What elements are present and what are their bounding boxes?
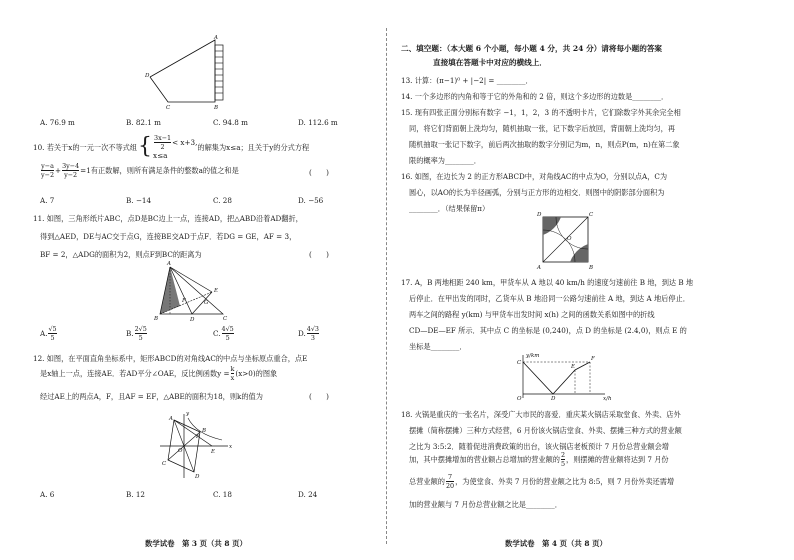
q10-tail: =1有正数解，则所有满足条件的整数a的值之和是	[80, 166, 239, 176]
q18-frac1-num: 2	[560, 451, 566, 459]
left-footer: 数学试卷 第 3 页（共 8 页）	[145, 538, 247, 548]
q12-option-a[interactable]: A. 6	[40, 490, 55, 499]
q9-option-c[interactable]: C. 94.8 m	[213, 118, 248, 127]
q9-option-b[interactable]: B. 82.1 m	[126, 118, 161, 127]
section-title-cont: 直接填在答题卡中对应的横线上．	[433, 58, 547, 67]
q9-label-c: C	[166, 105, 171, 111]
q12-k-frac	[231, 366, 235, 382]
q18-line6: 加的营业额与 7 月份总营业额之比是________．	[409, 500, 562, 509]
q11-option-a[interactable]	[40, 326, 58, 342]
q12-line3: 经过AE上的两点A，F，且AF = EF，△ABE的面积为18，则k的值为	[40, 392, 263, 401]
q10-plus: +	[55, 166, 62, 176]
q16-label-a: A	[537, 265, 541, 271]
q12-k-num: k	[230, 365, 235, 373]
q12-option-b[interactable]: B. 12	[126, 490, 145, 499]
q18-frac2-num: 7	[446, 474, 454, 482]
q11-paren: ( )	[309, 250, 329, 259]
q12-label-o: O	[178, 448, 183, 454]
q10-option-a[interactable]: A. 7	[40, 196, 55, 205]
q16-line2: 圆心，以AO的长为半径画弧，分别与正方形的边相交．则图中的阴影部分面积为	[409, 188, 665, 197]
q12-k-den: x	[230, 374, 235, 383]
q10-sys-fraction	[154, 135, 171, 151]
q10-option-b[interactable]: B. −14	[126, 196, 152, 205]
q11-option-b-num: 2√5	[134, 325, 147, 333]
q16-label-d: D	[537, 212, 542, 218]
q12-label-b: B	[202, 428, 207, 434]
q16-label-o: O	[567, 236, 572, 242]
section-title: 二、填空题：（本大题 6 个小题，每小题 4 分，共 24 分）请将每小题的答案	[401, 44, 663, 53]
q12-option-c[interactable]: C. 18	[213, 490, 232, 499]
q10-paren: ( )	[309, 168, 329, 177]
q10-line2	[40, 163, 239, 179]
q11-label-c: C	[223, 316, 228, 322]
q11-option-d[interactable]	[298, 326, 320, 342]
left-page	[0, 0, 380, 560]
q10-line1	[33, 135, 309, 160]
q10-lead: 10. 若关于x的一元一次不等式组	[33, 142, 138, 152]
q18-line5a: 总营业额的	[409, 477, 445, 487]
q15-line1: 15. 现有四张正面分别标有数字 −1，1，2，3 的不透明卡片，它们除数字外其余完全相	[401, 108, 681, 117]
q17-line4: CD—DE—EF 所示．其中点 C 的坐标是 (0,240)，点 D 的坐标是 (2.4,0)，则点 E 的	[409, 326, 687, 335]
q12-option-d[interactable]: D. 24	[298, 490, 318, 499]
q12-label-y: y	[186, 411, 190, 417]
q12-line2a: 是x轴上一点，连接AE．若AD平分∠OAE，反比例函数y =	[40, 369, 230, 379]
q11-label-d: D	[190, 317, 195, 323]
q18-frac2	[446, 474, 454, 490]
q18-line5	[409, 474, 674, 490]
q10-sys-den: 2	[160, 143, 165, 152]
q16-label-b: B	[589, 265, 594, 271]
q11-option-b-prefix: B.	[126, 329, 134, 339]
q11-option-a-den: 5	[50, 334, 55, 343]
q12-label-x: x	[229, 444, 233, 450]
q15-line4: 限的概率为________．	[409, 156, 481, 165]
q11-label-b: B	[154, 316, 159, 322]
q18-line4a: 加，其中摆摊增加的营业额占总增加的营业额的	[409, 455, 560, 465]
q9-option-d[interactable]: D. 112.6 m	[298, 118, 338, 127]
q11-option-d-den: 3	[310, 334, 315, 343]
q11-line1: 11. 如图，三角形纸片ABC，点D是BC边上一点，连接AD，把△ABD沿着AD翻折，	[33, 214, 303, 223]
q17-label-y: y/km	[526, 353, 540, 359]
q10-sys-num: 3x−1	[154, 134, 172, 142]
q11-label-f: F	[182, 298, 186, 304]
q10-option-c[interactable]: C. 28	[213, 196, 232, 205]
q17-figure	[515, 352, 615, 400]
q10-frac2	[62, 163, 79, 179]
q12-label-f: F	[196, 434, 200, 440]
q10-brace: {	[138, 134, 153, 160]
q10-system	[153, 135, 197, 160]
q12-paren: ( )	[309, 392, 329, 401]
q10-frac2-num: 3y−4	[62, 162, 80, 170]
q10-mid: 的解集为x≤a；且关于y的分式方程	[197, 142, 310, 152]
q9-figure	[130, 35, 240, 110]
q11-option-c-num: 4√5	[221, 325, 234, 333]
q12-label-e: E	[211, 449, 216, 455]
q16-line3: ________．（结果保留π）	[409, 204, 490, 213]
q11-option-a-prefix: A.	[40, 329, 48, 339]
q11-option-a-num: √5	[48, 325, 57, 333]
q11-option-c[interactable]	[213, 326, 235, 342]
q17-line1: 17. A，B 两地相距 240 km，甲货车从 A 地以 40 km/h 的速度匀速前往 B 地，到达 B 地	[401, 278, 694, 287]
q15-line2: 同，将它们背面朝上洗均匀，随机抽取一张，记下数字后放回，背面朝上洗均匀，再	[409, 124, 675, 133]
q17-line5: 坐标是________．	[409, 342, 467, 351]
q10-sys-tail: < x+3,	[172, 138, 198, 148]
q11-line3: BF = 2，△ADG的面积为2，则点F到BC的距离为	[40, 250, 202, 259]
q18-frac2-den: 20	[445, 482, 455, 491]
q9-label-d: D	[145, 73, 150, 79]
q11-option-b-den: 5	[138, 334, 143, 343]
q16-line1: 16. 如图，在边长为 2 的正方形ABCD中，对角线AC的中点为O，分别以点A，C为	[401, 172, 668, 181]
q18-frac1-den: 5	[560, 460, 566, 469]
q11-option-d-num: 4√3	[306, 325, 320, 333]
q11-label-e: E	[214, 288, 219, 294]
q11-figure	[150, 262, 230, 322]
q11-option-d-prefix: D.	[298, 329, 306, 339]
q17-label-c: C	[517, 360, 522, 366]
q16-figure	[535, 212, 605, 272]
q10-frac1-den: y−2	[41, 171, 55, 180]
q12-line2b: (x>0)的图象	[235, 369, 278, 379]
q17-label-f: F	[591, 356, 595, 362]
q12-label-c: C	[162, 461, 167, 467]
right-page	[393, 0, 794, 560]
q16-label-c: C	[589, 212, 594, 218]
q17-label-d: D	[551, 396, 556, 402]
q11-line2: 得到△AED，DE与AC交于点G，连接BE交AD于点F．若DG = GE，AF = 3，	[40, 232, 297, 241]
q12-figure	[152, 410, 232, 480]
q12-line1: 12. 如图，在平面直角坐标系中，矩形ABCD的对角线AC的中点与坐标原点重合，点E	[33, 354, 308, 363]
q15-line3: 随机抽取一张记下数字，前后两次抽取的数字分别记为m，n，则点P(m，n)在第二象	[409, 140, 680, 149]
q13: 13. 计算：(π−1)⁰ + |−2| = ________．	[401, 76, 533, 85]
q11-label-a: A	[167, 261, 171, 267]
q17-label-e: E	[571, 364, 576, 370]
right-footer: 数学试卷 第 4 页（共 8 页）	[505, 538, 607, 548]
q18-line1: 18. 火锅是重庆的一张名片，深受广大市民的喜爱．重庆某火锅店采取堂食、外卖、店外	[401, 410, 681, 419]
q17-label-x: x/h	[603, 396, 612, 402]
q10-frac2-den: y−2	[64, 171, 78, 180]
q11-label-g: G	[204, 300, 209, 306]
q9-label-b: B	[214, 105, 219, 111]
q17-line3: 两车之间的路程 y(km) 与甲货车出发时间 x(h) 之间的函数关系如图中的折线	[409, 310, 655, 319]
q12-label-a: A	[169, 416, 173, 422]
q18-line4b: ，则摆摊的营业额将达到 7 月份	[566, 455, 669, 465]
q18-line4	[409, 452, 669, 468]
q18-frac1	[561, 452, 565, 468]
q12-label-d: D	[195, 474, 200, 480]
q9-option-a[interactable]: A. 76.9 m	[40, 118, 75, 127]
q14: 14. 一个多边形的内角和等于它的外角和的 2 倍，则这个多边形的边数是________．	[401, 92, 669, 101]
q10-option-d[interactable]: D. −56	[298, 196, 324, 205]
q10-frac1	[41, 163, 54, 179]
q18-line2: 摆摊（简称摆摊）三种方式经营，6 月份该火锅店堂食、外卖、摆摊三种方式的营业额	[409, 426, 682, 435]
q11-option-b[interactable]	[126, 326, 148, 342]
q9-label-a: A	[214, 35, 218, 41]
q17-label-o: O	[517, 396, 522, 402]
q18-line5b: ，为使堂食、外卖 7 月份的营业额之比为 8:5，则 7 月份外卖还需增	[455, 477, 675, 487]
page-divider	[386, 28, 387, 544]
q10-sys2: x≤a	[153, 150, 168, 160]
q12-line2	[40, 366, 277, 382]
q11-option-c-den: 5	[225, 334, 230, 343]
q11-option-c-prefix: C.	[213, 329, 221, 339]
q10-frac1-num: y−a	[41, 162, 54, 170]
q17-line2: 后停止．在甲出发的同时，乙货车从 B 地沿同一公路匀速前往 A 地，到达 A 地后停止．	[409, 294, 690, 303]
q18-line3: 之比为 3:5:2．随着促进消费政策的出台，该火锅店老板预计 7 月份总营业额会增	[409, 442, 669, 451]
